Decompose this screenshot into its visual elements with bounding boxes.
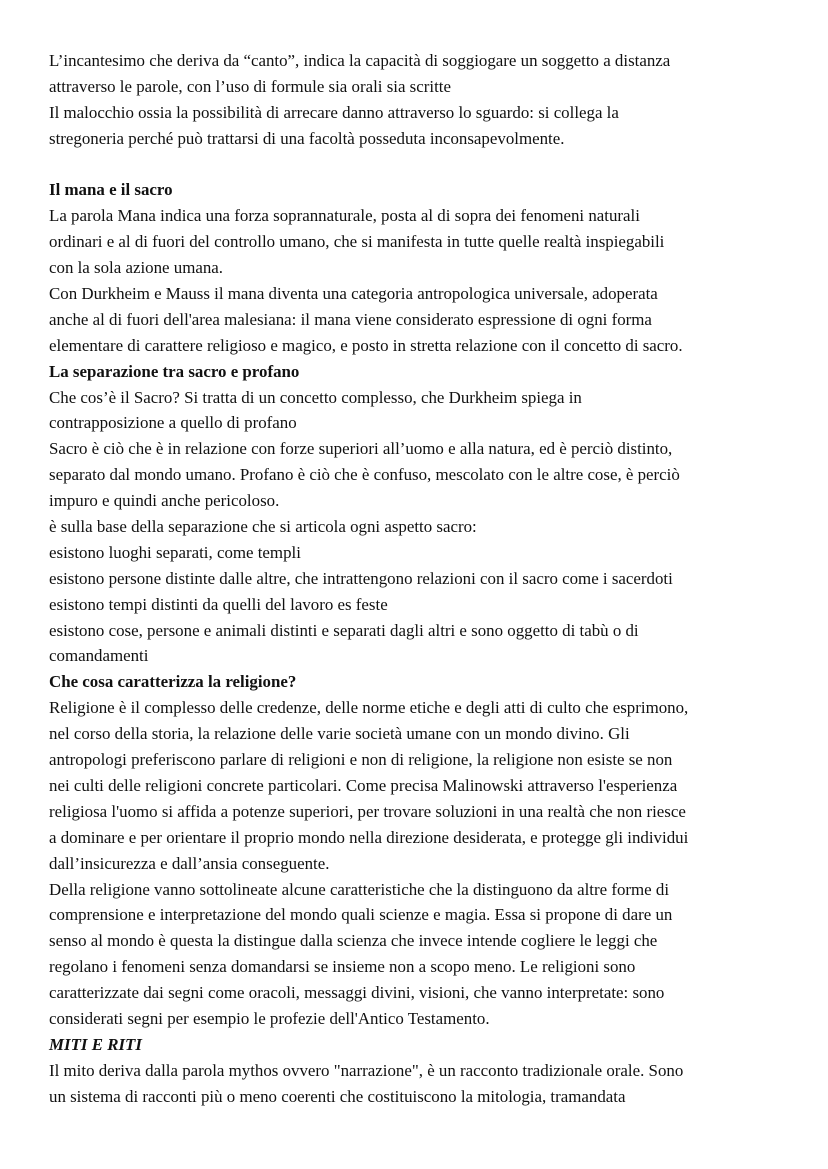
text-line: antropologi preferiscono parlare di religioni e non di religione, la religione non esiste se non	[49, 750, 673, 770]
paragraph-spacer	[49, 152, 789, 178]
text-line: anche al di fuori dell'area malesiana: il mana viene considerato espressione di ogni forma	[49, 309, 652, 329]
text-line: L’incantesimo che deriva da “canto”, indica la capacità di soggiogare un soggetto a distanza	[49, 51, 671, 70]
document-page	[49, 48, 789, 1110]
text-line: esistono persone distinte dalle altre, che intrattengono relazioni con il sacro come i sacerdoti	[49, 568, 673, 588]
text-line: elementare di carattere religioso e magico, e posto in stretta relazione con il concetto di sacro.	[49, 335, 683, 355]
paragraph	[49, 48, 789, 152]
text-line: dall’insicurezza e dall’ansia conseguente.	[49, 853, 330, 873]
section-heading: Il mana e il sacro	[49, 180, 173, 200]
text-line: esistono luoghi separati, come templi	[49, 542, 301, 562]
text-line: considerati segni per esempio le profezie dell'Antico Testamento.	[49, 1008, 490, 1028]
text-line: Della religione vanno sottolineate alcune caratteristiche che la distinguono da altre forme di	[49, 879, 670, 899]
text-line: caratterizzate dai segni come oracoli, messaggi divini, visioni, che vanno interpretate: sono	[49, 983, 665, 1003]
text-line: senso al mondo è questa la distingue dalla scienza che invece intende cogliere le leggi che	[49, 931, 658, 951]
text-line: La parola Mana indica una forza soprannaturale, posta al di sopra dei fenomeni naturali	[49, 206, 640, 226]
text-line: ordinari e al di fuori del controllo umano, che si manifesta in tutte quelle realtà inspiegabili	[49, 232, 665, 252]
paragraph	[49, 203, 789, 358]
text-line: religiosa l'uomo si affida a potenze superiori, per trovare soluzioni in una realtà che non riesce	[49, 801, 686, 821]
text-line: Sacro è ciò che è in relazione con forze superiori all’uomo e alla natura, ed è perciò distinto,	[49, 439, 673, 459]
text-line: nei culti delle religioni concrete particolari. Come precisa Malinowski attraverso l'esperienza	[49, 775, 678, 795]
text-line: regolano i fenomeni senza domandarsi se insieme non a scopo meno. Le religioni sono	[49, 957, 636, 977]
text-line: comandamenti	[49, 646, 149, 666]
text-line: Che cos’è il Sacro? Si tratta di un concetto complesso, che Durkheim spiega in	[49, 387, 582, 407]
text-line: stregoneria perché può trattarsi di una facoltà posseduta inconsapevolmente.	[49, 128, 565, 148]
text-line: Il mito deriva dalla parola mythos ovvero "narrazione", è un racconto tradizionale orale. Sono	[49, 1060, 684, 1080]
text-line: Con Durkheim e Mauss il mana diventa una categoria antropologica universale, adoperata	[49, 284, 658, 304]
text-line: esistono cose, persone e animali distinti e separati dagli altri e sono oggetto di tabù o di	[49, 620, 639, 640]
text-line: Il malocchio ossia la possibilità di arrecare danno attraverso lo sguardo: si collega la	[49, 102, 619, 122]
section-heading: MITI E RITI	[49, 1034, 142, 1054]
text-line: comprensione e interpretazione del mondo quali scienze e magia. Essa si propone di dare un	[49, 905, 673, 925]
paragraph	[49, 1058, 789, 1110]
section-heading: Che cosa caratterizza la religione?	[49, 672, 297, 692]
text-line: un sistema di racconti più o meno coerenti che costituiscono la mitologia, tramandata	[49, 1086, 626, 1106]
text-line: contrapposizione a quello di profano	[49, 413, 297, 433]
text-line: separato dal mondo umano. Profano è ciò che è confuso, mescolato con le altre cose, è perciò	[49, 465, 680, 485]
text-line: nel corso della storia, la relazione delle varie società umane con un mondo divino. Gli	[49, 724, 630, 744]
paragraph	[49, 695, 789, 1032]
text-line: è sulla base della separazione che si articola ogni aspetto sacro:	[49, 517, 477, 537]
paragraph	[49, 385, 789, 670]
text-line: con la sola azione umana.	[49, 258, 223, 278]
text-line: Religione è il complesso delle credenze, delle norme etiche e degli atti di culto che esprimono,	[49, 698, 689, 718]
section-heading: La separazione tra sacro e profano	[49, 361, 300, 381]
text-line: a dominare e per orientare il proprio mondo nella direzione desiderata, e protegge gli individui	[49, 827, 689, 847]
text-line: attraverso le parole, con l’uso di formule sia orali sia scritte	[49, 76, 451, 96]
text-line: impuro e quindi anche pericoloso.	[49, 491, 280, 511]
text-line: esistono tempi distinti da quelli del lavoro es feste	[49, 594, 388, 614]
